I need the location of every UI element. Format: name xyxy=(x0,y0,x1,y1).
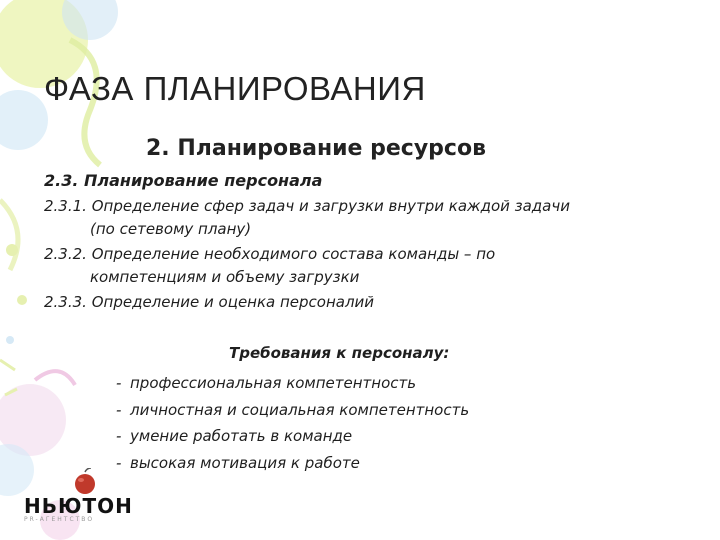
list-item xyxy=(44,243,704,289)
item-line-continued: компетенциям и объему загрузки xyxy=(90,268,360,286)
requirement-item: - высокая мотивация к работе xyxy=(116,453,360,472)
section-heading: 2.3. Планирование персонала xyxy=(44,171,323,190)
requirement-item: - профессиональная компетентность xyxy=(116,374,417,392)
requirement-item: - умение работать в команде xyxy=(116,427,353,445)
item-line: 2.3.2. Определение необходимого состава команды – по xyxy=(44,245,496,263)
item-line: 2.3.1. Определение сфер задач и загрузки внутри каждой задачи xyxy=(44,197,570,215)
requirements-list xyxy=(116,370,469,476)
requirement-item: - личностная и социальная компетентность xyxy=(116,400,470,419)
logo-wordmark: НЬЮТОН xyxy=(24,494,133,518)
slide-title: ФАЗА ПЛАНИРОВАНИЯ xyxy=(44,70,426,107)
slide-subtitle: 2. Планирование ресурсов xyxy=(146,136,487,161)
requirements-title: Требования к персоналу: xyxy=(229,344,450,362)
company-logo xyxy=(22,468,148,524)
item-line-continued: (по сетевому плану) xyxy=(90,220,252,238)
list-item xyxy=(44,291,704,314)
list-item xyxy=(44,195,704,241)
item-line: 2.3.3. Определение и оценка персоналий xyxy=(44,293,375,311)
logo-tagline: PR-АГЕНТСТВО xyxy=(24,516,95,523)
apple-icon xyxy=(70,468,100,496)
